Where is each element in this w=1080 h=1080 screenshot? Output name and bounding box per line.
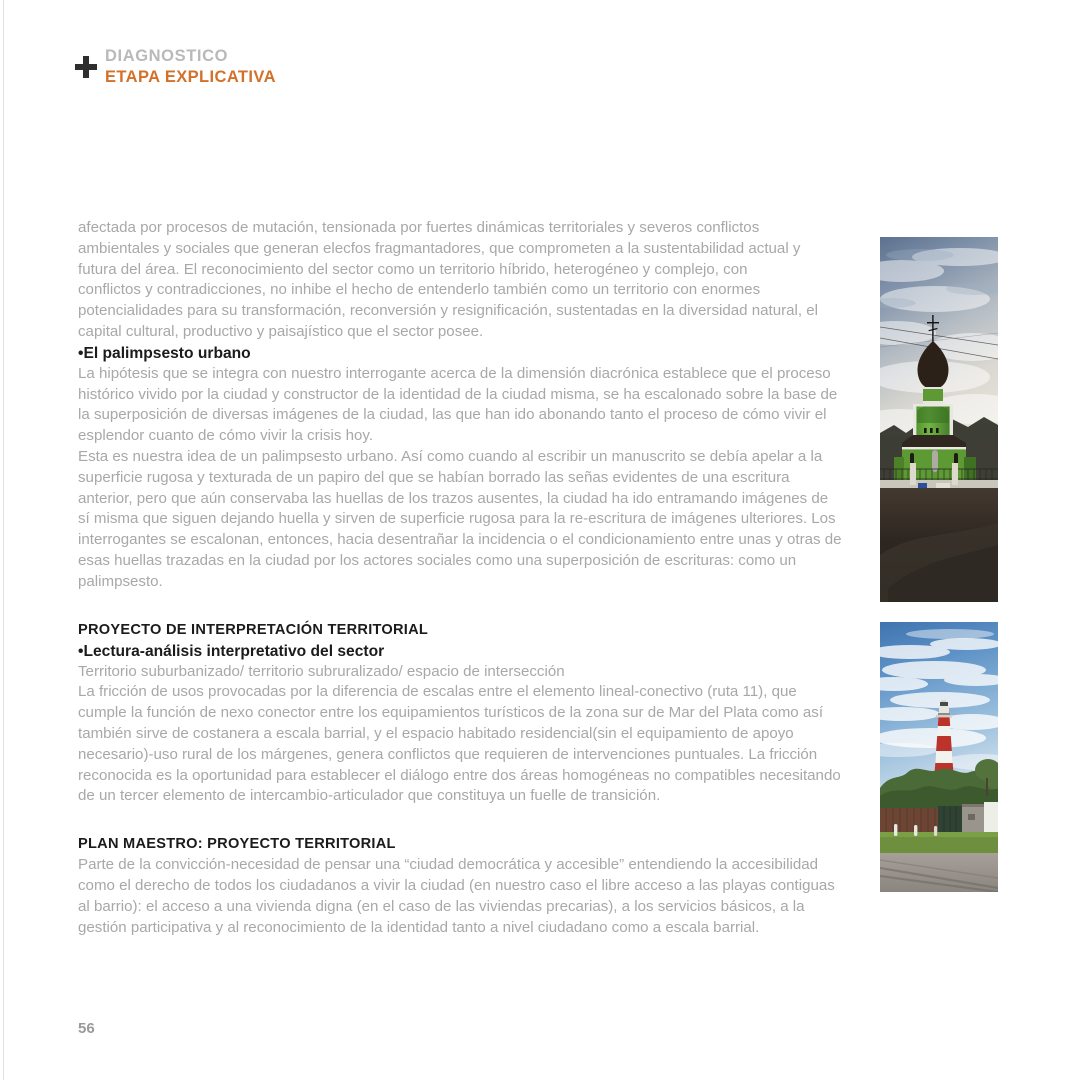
- paragraph-1: afectada por procesos de mutación, tensionada por fuertes dinámicas territoriales y severos conflictos ambientales y sociales que generan elecfos fragmantadores, que comprometen a la sustentabilidad actual y futura del área. El reconocimiento del sector como un territorio híbrido, heterogéneo y complejo, con: [78, 219, 801, 278]
- header-kicker: DIAGNOSTICO: [105, 47, 229, 65]
- paragraph-6: La fricción de usos provocadas por la diferencia de escalas entre el elemento lineal-conectivo (ruta 11), que cumple la función de nexo conector entre los equipamientos turísticos de la zona sur de Mar del Plata como así también sirve de costanera a escala barrial, y el espacio habitado residencial(sin el equipamiento de apoyo necesario)-uso rural de los márgenes, genera conflictos que requieren de intervenciones puntuales. La fricción reconocida es la oportunidad para establecer el diálogo entre dos áreas homogéneas no compatibles necesitando de un tercer elemento de intercambio-articulador que constituya un fuelle de transición.: [78, 683, 841, 805]
- paragraph-3: La hipótesis que se integra con nuestro interrogante acerca de la dimensión diacrónica establece que el proceso histórico vivido por la ciudad y constructor de la identidad de la ciudad misma, se ha escalonado sobre la base de la superposición de diversas imágenes de la ciudad, las que han ido abonando tanto el proceso de cómo vivir el esplendor cuanto de cómo vivir la crisis hoy.: [78, 364, 838, 445]
- section-heading-plan-maestro: PLAN MAESTRO: PROYECTO TERRITORIAL: [78, 836, 396, 853]
- subheading-lectura-analisis: •Lectura-análisis interpretativo del sector: [78, 642, 385, 660]
- spacer: [78, 807, 843, 834]
- body-text-column: [78, 218, 843, 938]
- page-header: [75, 47, 276, 87]
- paragraph-7: Parte de la convicción-necesidad de pensar una “ciudad democrática y accesible” entendiendo la accesibilidad como el derecho de todos los ciudadanos a vivir la ciudad (en nuestro caso el libre acceso a las playas contiguas al barrio): el acceso a una vivienda digna (en el caso de las viviendas precarias), a los servicios básicos, a la gestión participativa y al reconocimiento de la identidad tanto a nivel ciudadano como a escala barrial.: [78, 856, 835, 936]
- photo-green-orthodox-church: [880, 237, 998, 602]
- page-edge-rule: [3, 0, 4, 1080]
- paragraph-5: Territorio suburbanizado/ territorio subruralizado/ espacio de intersección: [78, 662, 565, 680]
- plus-icon: [75, 56, 97, 78]
- section-heading-proyecto-interpretacion: PROYECTO DE INTERPRETACIÓN TERRITORIAL: [78, 621, 429, 638]
- paragraph-4: Esta es nuestra idea de un palimpsesto urbano. Así como cuando al escribir un manuscrito se debía apelar a la superficie rugosa y texturada de un papiro del que se habían borrado las señas evidentes de una escritura anterior, pero que aún conservaba las huellas de los trazos ausentes, la ciudad ha ido entramando imágenes de sí misma que siguen dejando huella y sirven de superficie rugosa para la re-escritura de imágenes ulteriores. Los interrogantes se escalonan, entonces, hacia desentrañar la incidencia o el condicionamiento entre unas y otras de esas huellas trazadas en la ciudad por los actores sociales como una superposición de escrituras: como un palimpsesto.: [78, 447, 842, 590]
- photo-red-white-lighthouse: [880, 622, 998, 892]
- page-number: 56: [78, 1020, 95, 1037]
- paragraph-2: conflictos y contradicciones, no inhibe el hecho de entenderlo también como un territorio con enormes potencialidades para su transformación, reconversión y resignificación, sustentadas en la diversidad natural, el capital cultural, productivo y paisajístico que el sector posee.: [78, 281, 819, 340]
- spacer: [78, 593, 843, 620]
- header-title: ETAPA EXPLICATIVA: [105, 68, 276, 86]
- header-text-block: [105, 47, 276, 87]
- subheading-palimpsesto-urbano: •El palimpsesto urbano: [78, 344, 251, 362]
